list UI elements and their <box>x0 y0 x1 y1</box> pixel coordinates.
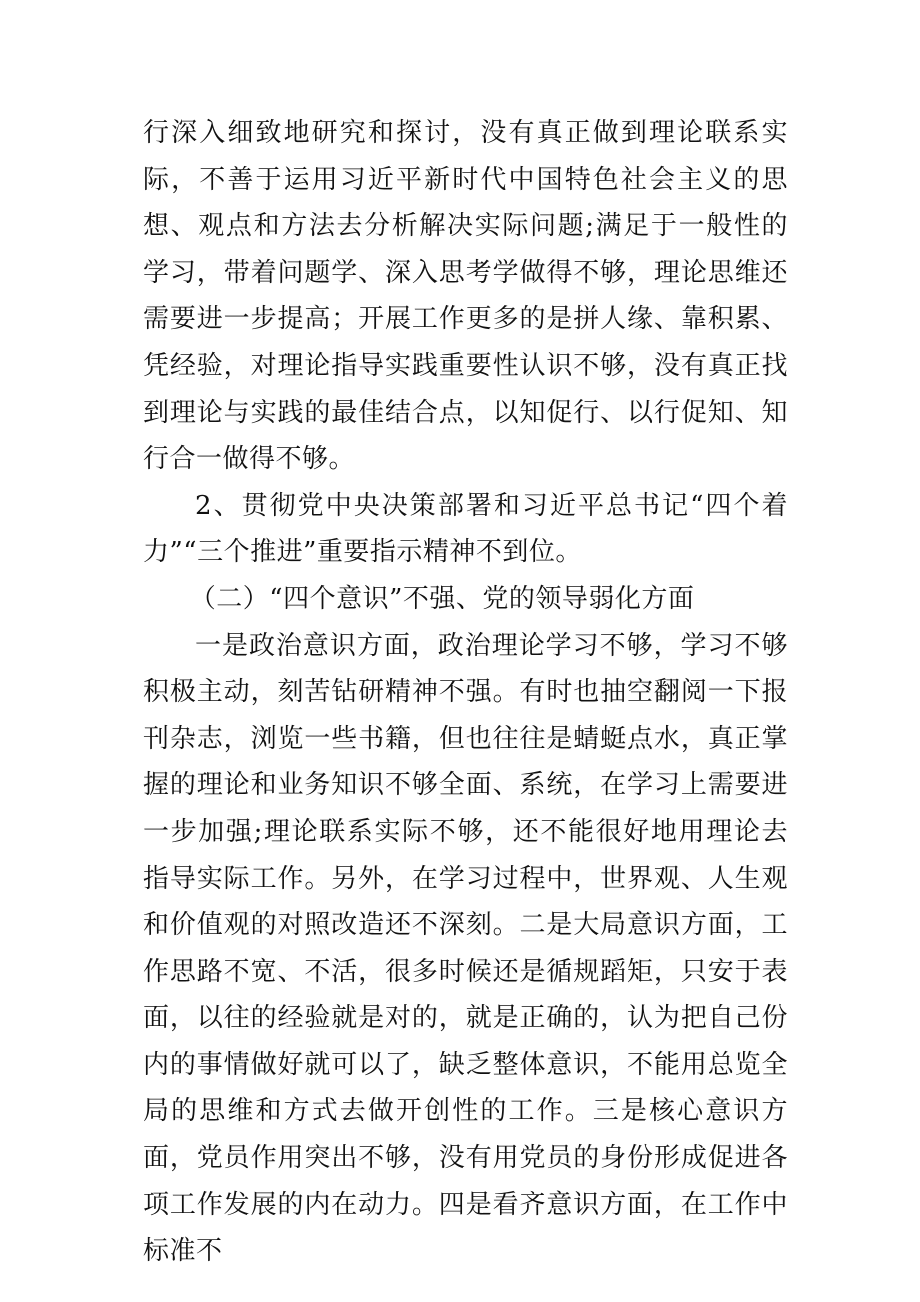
paragraph-item-2: 2、贯彻党中央决策部署和习近平总书记“四个着力”“三个推进”重要指示精神不到位。 <box>143 490 788 568</box>
section-heading: （二）“四个意识”不强、党的领导弱化方面 <box>189 583 695 614</box>
paragraph-continued: 行深入细致地研究和探讨，没有真正做到理论联系实际，不善于运用习近平新时代中国特色社会主义的思想、观点和方法去分析解决实际问题;满足于一般性的学习，带着问题学、深入思考学做得不够，理论思维还需要进一步提高；开展工作更多的是拼人缘、靠积累、凭经验，对理论指导实践重要性认识不够，没有真正找到理论与实践的最佳结合点，以知促行、以行促知、知行合一做得不够。 <box>143 118 788 475</box>
document-body <box>143 110 788 1275</box>
paragraph-four-consciousness: 一是政治意识方面，政治理论学习不够，学习不够积极主动，刻苦钻研精神不强。有时也抽空翻阅一下报刊杂志，浏览一些书籍，但也往往是蜻蜓点水，真正掌握的理论和业务知识不够全面、系统，在学习上需要进一步加强;理论联系实际不够，还不能很好地用理论去指导实际工作。另外，在学习过程中，世界观、人生观和价值观的对照改造还不深刻。二是大局意识方面，工作思路不宽、不活，很多时候还是循规蹈矩，只安于表面，以往的经验就是对的，就是正确的，认为把自己份内的事情做好就可以了，缺乏整体意识，不能用总览全局的思维和方式去做开创性的工作。三是核心意识方面，党员作用突出不够，没有用党员的身份形成促进各项工作发展的内在动力。四是看齐意识方面，在工作中标准不 <box>143 630 788 1267</box>
